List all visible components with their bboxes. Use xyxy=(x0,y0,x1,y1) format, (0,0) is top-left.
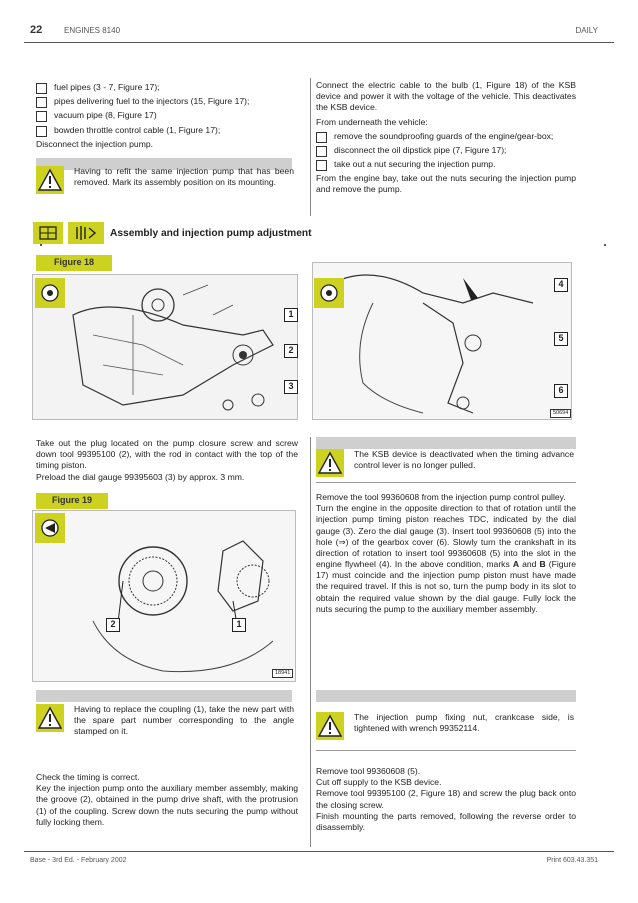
callout-5: 5 xyxy=(554,332,568,346)
warning-box xyxy=(36,166,294,194)
column-divider-top xyxy=(310,78,311,216)
figure-19-code: 18941 xyxy=(272,669,293,678)
warning-text: The KSB device is deactivated when the timing advance control lever is no longer pulled. xyxy=(354,449,574,471)
callout-2: 2 xyxy=(106,618,120,632)
coupling-icon xyxy=(35,278,65,308)
list-item: remove the soundproofing guards of the engine/gear-box; xyxy=(316,131,576,142)
from-under-text: From underneath the vehicle: xyxy=(316,116,428,127)
warning-text: Having to refit the same injection pump that has been removed. Mark its assembly position on its mounting. xyxy=(74,166,294,188)
callout-3: 3 xyxy=(284,380,298,394)
callout-4: 4 xyxy=(554,278,568,292)
page-number: 22 xyxy=(30,24,43,36)
footer-edition: Base - 3rd Ed. - February 2002 xyxy=(30,857,127,864)
callout-2: 2 xyxy=(284,344,298,358)
callout-1: 1 xyxy=(232,618,246,632)
warning-shade xyxy=(316,437,576,449)
preload-text: Preload the dial gauge 99395603 (3) by approx. 3 mm. xyxy=(36,471,245,482)
footer-rule xyxy=(24,851,614,852)
mid-left-column xyxy=(36,438,298,486)
top-left-column xyxy=(36,82,298,153)
footer-print: Print 603.43.351 xyxy=(546,857,598,864)
column-divider-bottom xyxy=(310,437,311,847)
header-right: DAILY xyxy=(575,26,598,35)
plug-text: Take out the plug located on the pump closure screw and screw down tool 99395100 (2), with the rod in contact with the top of the timing piston. xyxy=(36,438,298,471)
figure-19-label: Figure 19 xyxy=(36,493,108,509)
figure-18-right-image xyxy=(312,262,572,420)
warning-shade xyxy=(316,690,576,702)
callout-1: 1 xyxy=(284,308,298,322)
engine-bay-text: From the engine bay, take out the nuts securing the injection pump and remove the pump. xyxy=(316,173,576,195)
callout-6: 6 xyxy=(554,384,568,398)
disconnect-text: Disconnect the injection pump. xyxy=(36,138,154,149)
section-title: Assembly and injection pump adjustment xyxy=(110,228,312,239)
bottom-left-text: Check the timing is correct. Key the injection pump onto the auxiliary member assembly, making the groove (2), obtained in the pump drive shaft, with the protrusion (1) of the coupling. Screw down the nuts securing the pump without fully locking them. xyxy=(36,772,298,827)
list-item: pipes delivering fuel to the injectors (15, Figure 17); xyxy=(36,96,298,107)
warning-shade xyxy=(36,690,292,702)
warning-text: Having to replace the coupling (1), take the new part with the spare part number corresponding to the angle stamped on it. xyxy=(74,704,294,737)
engine-block-icon xyxy=(33,222,63,244)
coupling-icon xyxy=(314,278,344,308)
list-item: disconnect the oil dipstick pipe (7, Figure 17); xyxy=(316,145,576,156)
figure-19-image xyxy=(32,510,296,682)
header-title: ENGINES 8140 xyxy=(64,26,121,35)
list-item: bowden throttle control cable (1, Figure 17); xyxy=(36,125,298,136)
warning-triangle-icon xyxy=(316,449,344,477)
coupling-icon xyxy=(35,513,65,543)
header-rule xyxy=(24,42,614,43)
bottom-right-text: Remove tool 99360608 (5). Cut off supply to the KSB device. Remove tool 99395100 (2, Figure 18) and screw the plug back onto the closing screw. Finish mounting the parts removed, following the reverse order to disassembly. xyxy=(316,766,576,832)
top-right-column xyxy=(316,80,576,199)
divider xyxy=(316,750,576,751)
remove-tool-text: Remove the tool 99360608 from the injection pump control pulley. xyxy=(316,492,566,502)
figure-18-code: 50694 xyxy=(550,409,571,418)
figure-18-left-image xyxy=(32,274,298,420)
warning-triangle-icon xyxy=(316,712,344,740)
list-item: take out a nut securing the injection pump. xyxy=(316,159,576,170)
procedure-text: Turn the engine in the opposite direction to that of rotation until the injection pump timing piston reaches TDC, indicated by the dial gauge (3). Zero the dial gauge (3). Insert tool 99360608 (5) into the hole (⇒) of the gearbox cover (6). Slowly turn the crankshaft in its direction of rotation to insert tool 99360608 (5) into the slot in the engine flywheel (4). In the above condition, marks A and B (Figure 17) must coincide and the injection pump piston must have made the required travel. If this is not so, turn the pump body in its slot to obtain the required value shown by the dial gauge. Fully lock the nuts securing the pump to the auxiliary member assembly. xyxy=(316,503,576,614)
list-item: fuel pipes (3 - 7, Figure 17); xyxy=(36,82,298,93)
divider xyxy=(316,482,576,483)
list-item: vacuum pipe (8, Figure 17) xyxy=(36,110,298,121)
warning-text: The injection pump fixing nut, crankcase side, is tightened with wrench 99352114. xyxy=(354,712,574,734)
figure-18-label: Figure 18 xyxy=(36,255,112,271)
hand-tool-icon xyxy=(68,222,104,244)
warning-triangle-icon xyxy=(36,166,64,194)
warning-box xyxy=(316,449,574,477)
intro-text: Connect the electric cable to the bulb (1, Figure 18) of the KSB device and power it with the voltage of the vehicle. This deactivates the KSB device. xyxy=(316,80,576,113)
warning-box xyxy=(36,704,294,738)
mid-right-column xyxy=(316,492,576,618)
warning-triangle-icon xyxy=(36,704,64,732)
warning-box xyxy=(316,712,574,740)
